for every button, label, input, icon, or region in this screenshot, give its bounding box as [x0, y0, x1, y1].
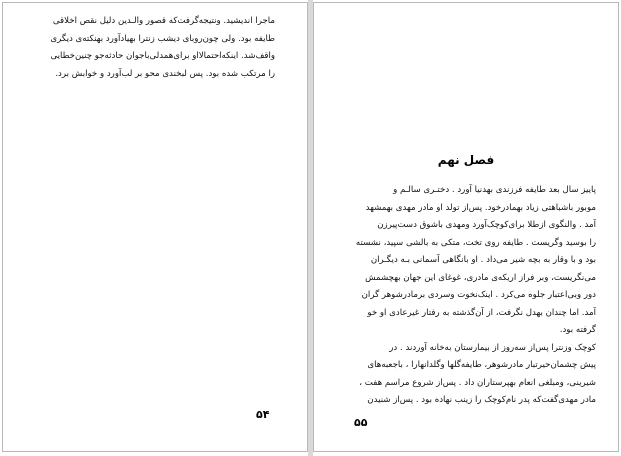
- text-line: پاییز سال بعد طایفه فرزندی بهدنیا آورد . دختـری سالـم و: [393, 185, 596, 195]
- chapter-title: فصل نهم: [437, 153, 495, 167]
- text-line: آمد . والنگوی ازطلا برای‌کوچک‌آورد ومهدی باشوق دست‌پیرزن: [377, 220, 596, 230]
- text-line: آمد. اما چندان بهدل نگرفت، از آن‌گذشته به رفتار غیرعادی او خو: [367, 307, 596, 318]
- text-line: طایفه بود. ولی چون‌روبای دیشب زنترا بهیادآورد بهنکته‌ی دیگری: [50, 33, 275, 44]
- right-page-text: [341, 182, 596, 410]
- text-line: می‌نگریست، وبر فراز اریکه‌ی مادری، غوغای این جهان بهچشمش: [365, 272, 596, 283]
- text-line: شیرینی، ومبلغی انعام بهپرستاران داد . پس‌از شروع مراسم هفت ،: [359, 377, 596, 388]
- text-line: ماجرا اندیشید. ونتیجه‌گرفت‌که قصور والـدین دلیل نقص اخلاقی: [52, 16, 275, 26]
- page-number: ۵۵: [354, 416, 368, 429]
- text-line: را مرتکب شده بود. پس لبخندی محو بر لب‌آورد و خوابش برد.: [55, 68, 275, 79]
- text-line: کوچک وزنترا پس‌از سه‌روز از بیمارستان به‌خانه آوردند . در: [389, 342, 596, 353]
- right-page: [313, 2, 619, 452]
- text-line: مادر مهدی‌گفت‌که پدر نام‌کوچک را زینب نهاده بود . پس‌از شنیدن: [367, 395, 596, 405]
- text-line: گرفته بود.: [559, 325, 596, 335]
- page-number: ۵۴: [256, 408, 270, 421]
- text-line: پیش چشمان‌حیرتبار مادرشوهر، طایفه‌گلها وگلدانهارا ، باجعبه‌های: [367, 360, 596, 370]
- text-line: دور وبی‌اعتبار جلوه می‌کرد . اینک‌نخوت وسردی برمادرشوهر گران: [361, 290, 596, 300]
- left-page-text: [35, 13, 275, 83]
- text-line: بود و با وقار به بچه شیر می‌داد . او بانگاهی آسمانی بـه دیگـران: [370, 255, 596, 265]
- text-line: واقف‌شد. اینکه‌احتمالا‌او برای‌همدلی‌باجوان حادثه‌جو چنین‌خطایی: [50, 51, 275, 61]
- text-line: موبور باشباهتی زیاد بهمادرخود. پس‌از تولد او مادر مهدی بهمشهد: [365, 202, 596, 213]
- text-line: را بوسید وگریست . طایفه روی تخت، متکی به بالشی سپید، نشسته: [355, 237, 596, 248]
- left-page: [2, 2, 308, 452]
